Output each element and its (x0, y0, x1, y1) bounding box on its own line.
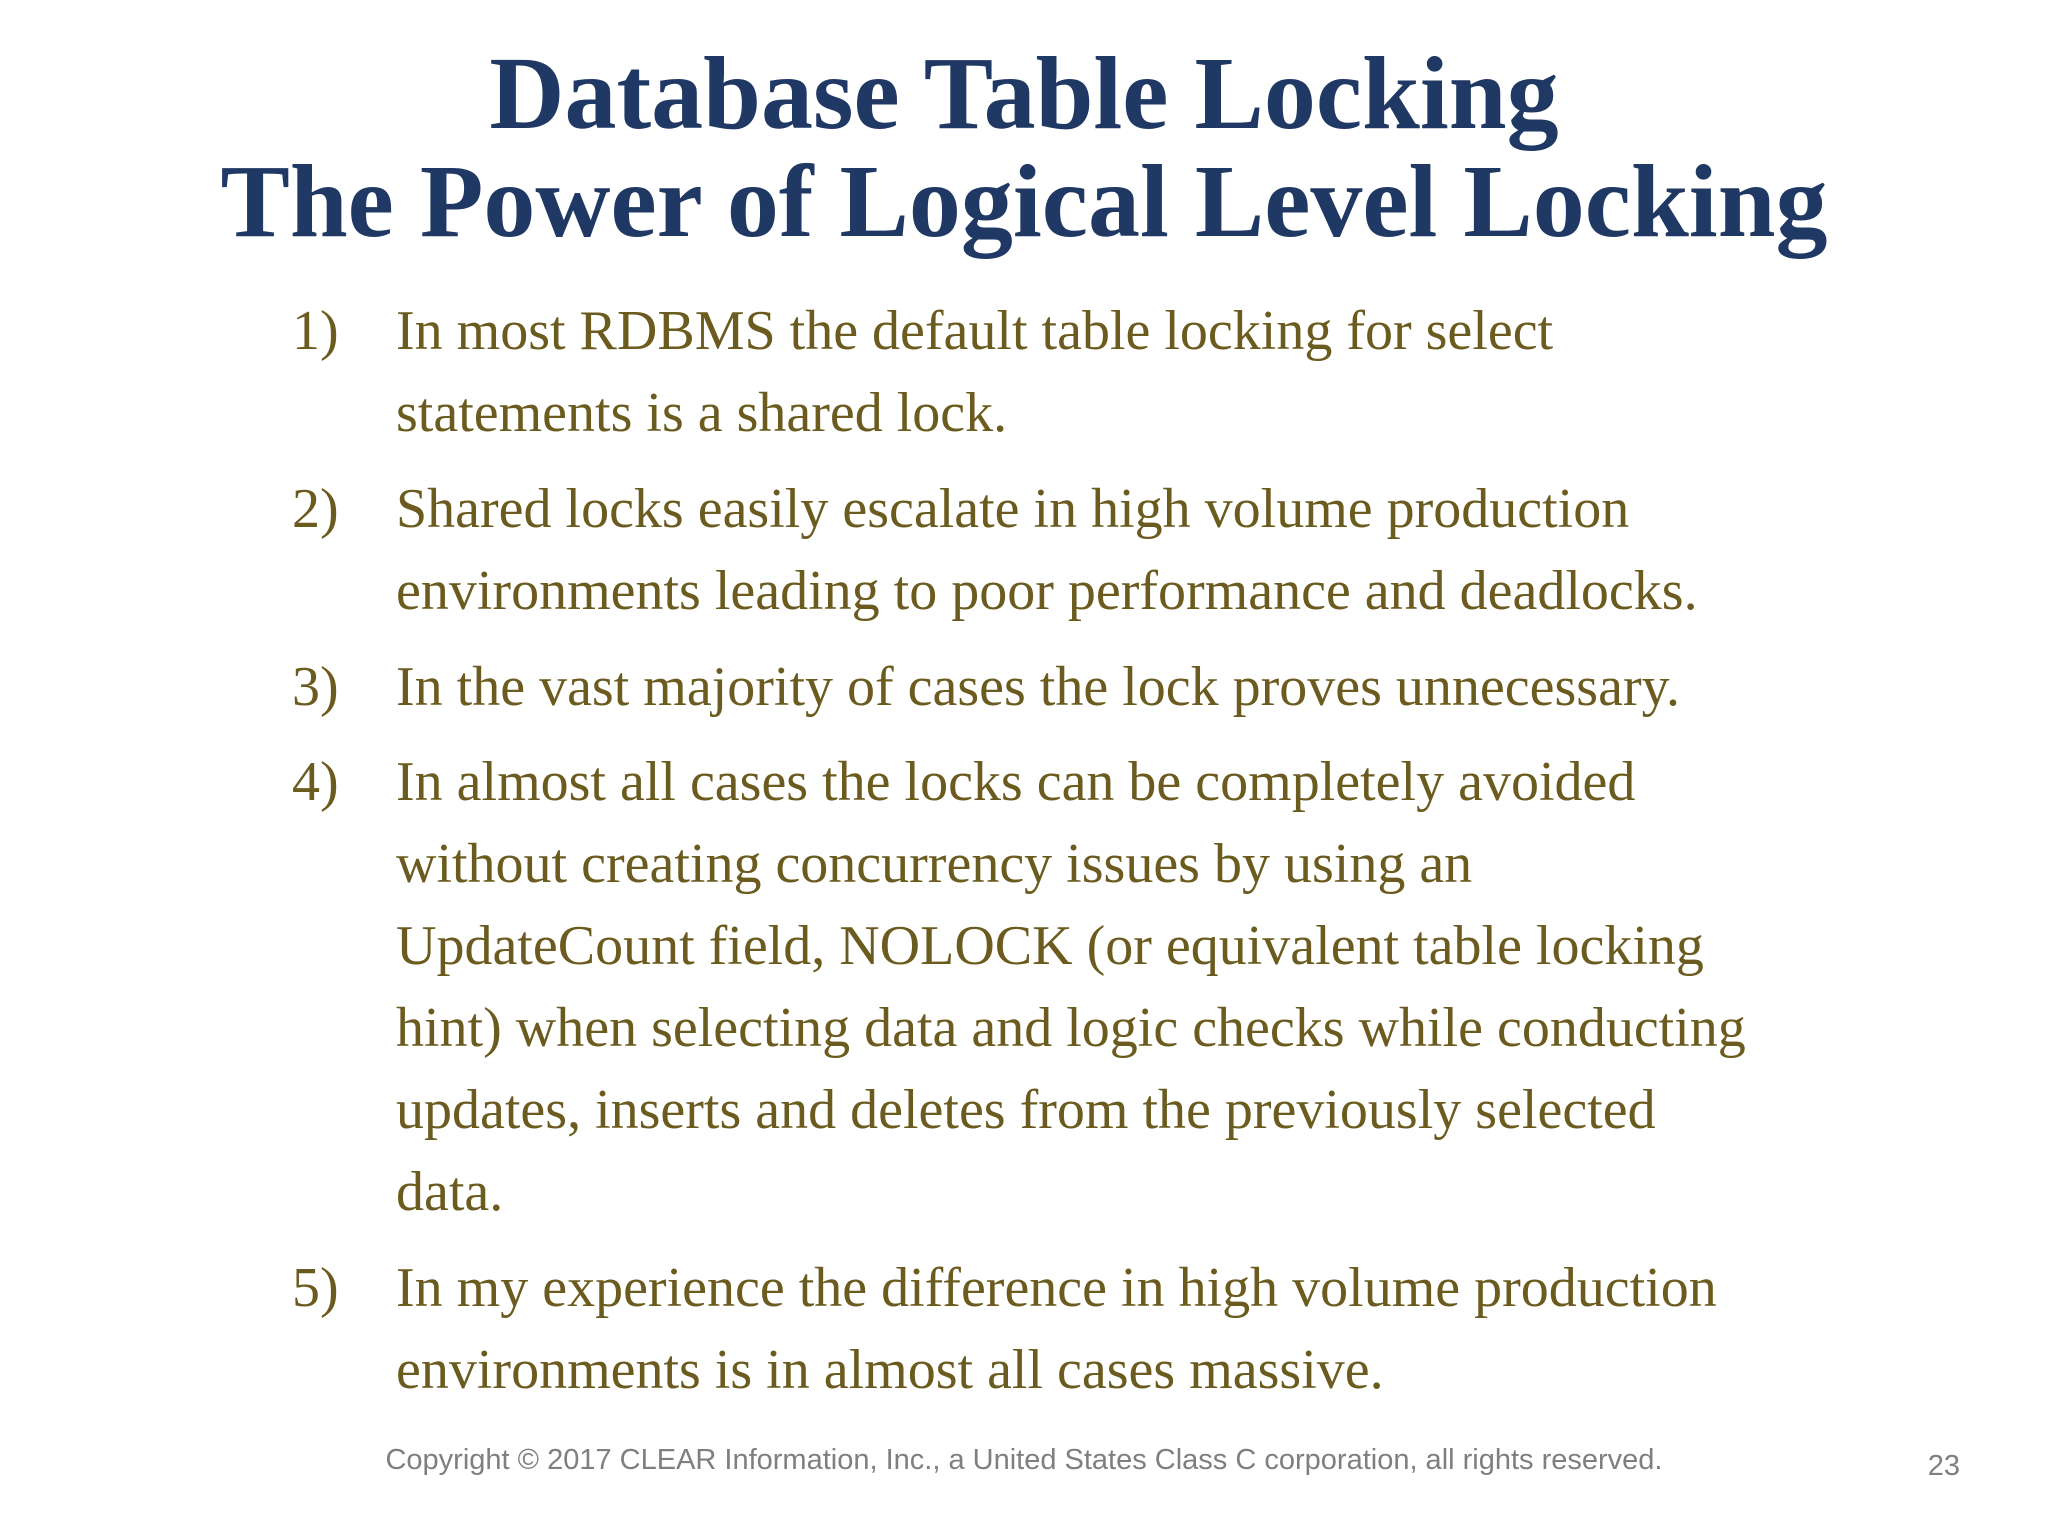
list-item-text: Shared locks easily escalate in high volume production environments leading to poor performance and deadlocks. (396, 478, 1698, 622)
list-item-text: In my experience the difference in high volume production environments is in almost all cases massive. (396, 1257, 1717, 1401)
list-item-number: 4) (292, 751, 339, 813)
list-item-text: In most RDBMS the default table locking for select statements is a shared lock. (396, 300, 1554, 444)
list-item-text: In the vast majority of cases the lock proves unnecessary. (396, 656, 1680, 718)
slide-title-line-1: Database Table Locking (489, 36, 1559, 151)
list-item-number: 1) (292, 300, 339, 362)
list-item-text: In almost all cases the locks can be completely avoided without creating concurrency issues by using an UpdateCount field, NOLOCK (or equivalent table locking hint) when selecting data and logic checks while conducting updates, inserts and deletes from the previously selected data. (396, 751, 1746, 1223)
slide-title-line-2: The Power of Logical Level Locking (220, 144, 1828, 259)
list-item-number: 5) (292, 1257, 339, 1319)
list-item-number: 3) (292, 656, 339, 718)
copyright-footer: Copyright © 2017 CLEAR Information, Inc., a United States Class C corporation, all rights reserved. (385, 1444, 1663, 1476)
slide-number: 23 (1927, 1450, 1960, 1482)
list-item-number: 2) (292, 478, 339, 540)
